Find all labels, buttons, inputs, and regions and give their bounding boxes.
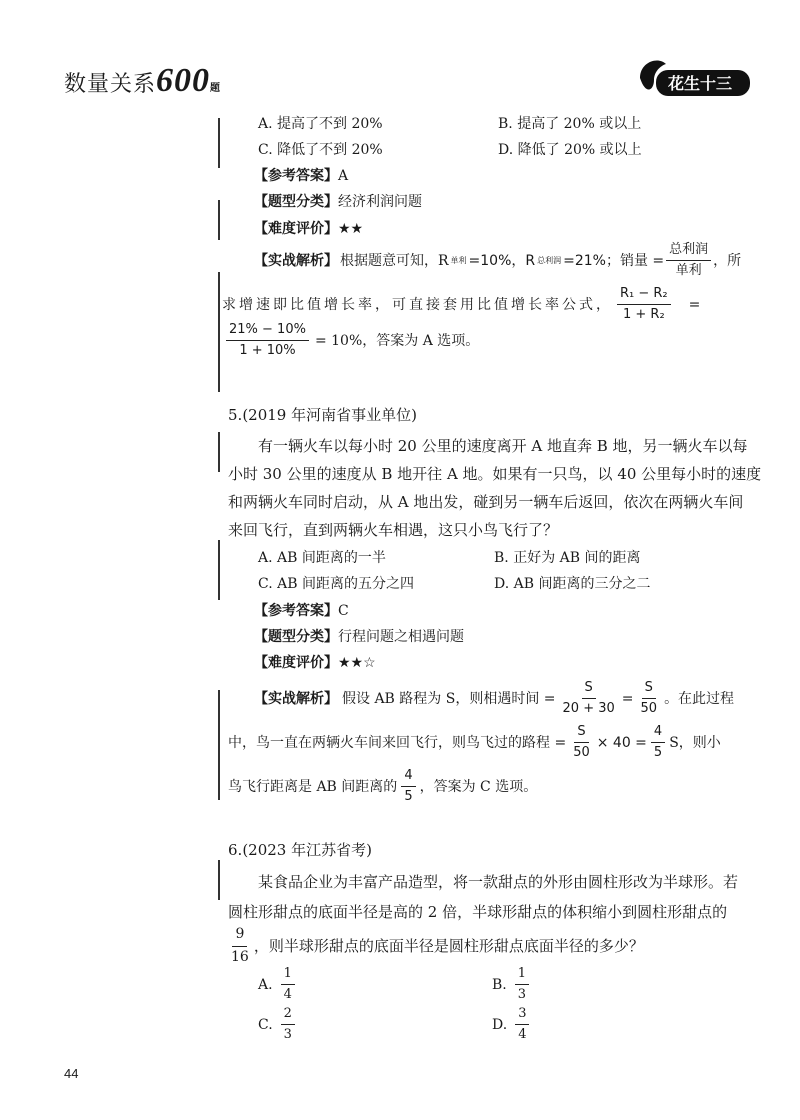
question-source: (2023 年江苏省考) — [242, 841, 372, 859]
fraction-denominator: 4 — [518, 1027, 527, 1043]
fraction-numerator: 9 — [232, 926, 247, 947]
margin-rule — [218, 860, 220, 900]
fraction-denominator: 3 — [517, 987, 527, 1003]
answer-label: 【参考答案】 — [254, 603, 338, 619]
answer-value: A — [338, 168, 349, 184]
question-stem: 有一辆火车以每小时 20 公里的速度离开 A 地直奔 B 地，另一辆火车以每 — [258, 437, 748, 455]
option-b: B. 正好为 AB 间的距离 — [494, 550, 641, 566]
fraction — [638, 680, 661, 718]
difficulty-row — [254, 222, 363, 236]
equation-text: =21%；销量 = — [563, 252, 665, 269]
option-a — [258, 966, 295, 1004]
type-row — [254, 630, 464, 644]
analysis-line-2 — [228, 724, 721, 762]
option-d: D. 降低了 20% 或以上 — [498, 142, 642, 158]
margin-rule — [218, 200, 220, 240]
fraction-numerator: 3 — [515, 1006, 529, 1025]
fraction — [515, 1006, 529, 1044]
analysis-text: 假设 AB 路程为 S，则相遇时间 = — [342, 690, 556, 707]
difficulty-stars: ★★☆ — [338, 655, 376, 671]
option-label: D. — [492, 1016, 508, 1033]
difficulty-label: 【难度评价】 — [254, 221, 338, 237]
question-number: 5. — [228, 406, 243, 424]
book-title-number: 600 — [156, 62, 211, 99]
brand-logo — [636, 56, 752, 100]
analysis-line-3 — [228, 768, 537, 806]
fraction — [281, 1006, 295, 1044]
page-number: 44 — [64, 1066, 79, 1081]
fraction-numerator: S — [582, 680, 596, 699]
analysis-label: 【实战解析】 — [254, 690, 338, 707]
answer-label: 【参考答案】 — [254, 168, 338, 184]
question-stem: 小时 30 公里的速度从 B 地开往 A 地。如果有一只鸟，以 40 公里每小时的速度 — [228, 465, 762, 483]
book-title — [64, 62, 221, 100]
question-stem: 圆柱形甜点的底面半径是高的 2 倍，半球形甜点的体积缩小到圆柱形甜点的 — [228, 903, 728, 921]
option-b — [492, 966, 529, 1004]
fraction-numerator: S — [642, 680, 656, 699]
margin-rule — [218, 540, 220, 600]
equation-text: = — [621, 690, 634, 707]
analysis-line-3 — [226, 322, 479, 360]
option-label: A. — [258, 976, 273, 993]
type-label: 【题型分类】 — [254, 194, 338, 210]
fraction-numerator: R₁ − R₂ — [617, 286, 671, 305]
equation-text: × 40 = — [596, 734, 647, 751]
analysis-line-2 — [222, 286, 700, 324]
fraction-denominator: 20 + 30 — [562, 701, 615, 717]
fraction-denominator: 4 — [283, 987, 292, 1003]
question-stem: 某食品企业为丰富产品造型，将一款甜点的外形由圆柱形改为半球形。若 — [258, 873, 739, 891]
question-number: 6. — [228, 841, 243, 859]
option-c: C. 降低了不到 20% — [258, 142, 383, 158]
margin-rule — [218, 432, 220, 472]
fraction-denominator: 单利 — [675, 263, 702, 279]
option-label: B. — [492, 976, 507, 993]
fraction — [651, 724, 665, 762]
option-b: B. 提高了 20% 或以上 — [498, 116, 642, 132]
analysis-text: = 10%，答案为 A 选项。 — [314, 332, 480, 349]
type-value: 行程问题之相遇问题 — [338, 629, 464, 645]
book-title-suffix: 题 — [210, 83, 222, 94]
type-label: 【题型分类】 — [254, 629, 338, 645]
analysis-text: ，所 — [713, 252, 742, 269]
analysis-text: 根据题意可知，R — [340, 252, 449, 269]
analysis-label: 【实战解析】 — [254, 252, 338, 269]
fraction-numerator: S — [574, 724, 588, 743]
fraction-numerator: 21% − 10% — [226, 322, 309, 341]
fraction — [666, 242, 711, 280]
fraction-denominator: 16 — [231, 948, 249, 965]
option-c: C. AB 间距离的五分之四 — [258, 576, 414, 592]
answer-row — [254, 169, 348, 183]
option-d: D. AB 间距离的三分之二 — [494, 576, 651, 592]
fraction — [570, 724, 593, 762]
difficulty-label: 【难度评价】 — [254, 655, 338, 671]
book-title-text: 数量关系 — [64, 71, 157, 96]
fraction — [226, 322, 309, 360]
type-value: 经济利润问题 — [338, 194, 422, 210]
question-6-header — [228, 843, 372, 858]
fraction — [515, 966, 529, 1004]
margin-rule — [218, 118, 220, 168]
fraction-numerator: 1 — [515, 966, 529, 985]
analysis-text: S，则小 — [669, 734, 721, 751]
answer-value: C — [338, 603, 349, 619]
type-row — [254, 195, 422, 209]
difficulty-stars: ★★ — [338, 221, 364, 237]
option-a: A. 提高了不到 20% — [258, 116, 383, 132]
fraction — [617, 286, 671, 324]
fraction-numerator: 1 — [281, 966, 295, 985]
subscript: 单利 — [450, 255, 467, 265]
fraction-denominator: 1 + R₂ — [622, 307, 665, 323]
option-label: C. — [258, 1016, 273, 1033]
fraction — [401, 768, 415, 806]
difficulty-row — [254, 656, 376, 670]
analysis-text: 求增速即比值增长率，可直接套用比值增长率公式， — [222, 296, 613, 313]
fraction-numerator: 2 — [281, 1006, 295, 1025]
equation-text: = — [688, 296, 701, 313]
option-a: A. AB 间距离的一半 — [258, 550, 386, 566]
fraction — [281, 966, 295, 1004]
fraction-numerator: 4 — [401, 768, 415, 787]
brand-logo-icon — [636, 56, 752, 100]
question-stem: 来回飞行，直到两辆火车相遇，这只小鸟飞行了？ — [228, 521, 559, 539]
margin-rule — [218, 690, 220, 800]
fraction-denominator: 5 — [653, 745, 663, 761]
analysis-line-1 — [254, 242, 741, 280]
subscript: 总利润 — [537, 255, 562, 265]
fraction-numerator: 4 — [651, 724, 665, 743]
fraction-denominator: 50 — [573, 745, 590, 761]
analysis-text: 。在此过程 — [664, 690, 735, 707]
fraction-denominator: 3 — [283, 1027, 292, 1043]
question-stem — [228, 926, 644, 966]
fraction-denominator: 1 + 10% — [239, 343, 296, 359]
answer-row — [254, 604, 349, 618]
equation-text: =10%，R — [468, 252, 536, 269]
question-5-header — [228, 408, 417, 423]
analysis-text: ，答案为 C 选项。 — [419, 778, 538, 795]
stem-text: ，则半球形甜点的底面半径是圆柱形甜点底面半径的多少？ — [253, 936, 644, 955]
analysis-text: 中，鸟一直在两辆火车间来回飞行，则鸟飞过的路程 = — [228, 734, 567, 751]
question-source: (2019 年河南省事业单位) — [242, 406, 417, 424]
fraction-denominator: 50 — [640, 701, 658, 717]
analysis-text: 鸟飞行距离是 AB 间距离的 — [228, 778, 398, 795]
brand-logo-text: 花生十三 — [667, 74, 733, 93]
option-c — [258, 1006, 295, 1044]
analysis-line-1 — [254, 680, 734, 718]
fraction — [560, 680, 618, 718]
question-stem: 和两辆火车同时启动，从 A 地出发，碰到另一辆车后返回，依次在两辆火车间 — [228, 493, 744, 511]
fraction-numerator: 总利润 — [666, 242, 711, 261]
fraction — [228, 926, 252, 966]
fraction-denominator: 5 — [404, 789, 413, 805]
option-d — [492, 1006, 529, 1044]
margin-rule — [218, 272, 220, 392]
